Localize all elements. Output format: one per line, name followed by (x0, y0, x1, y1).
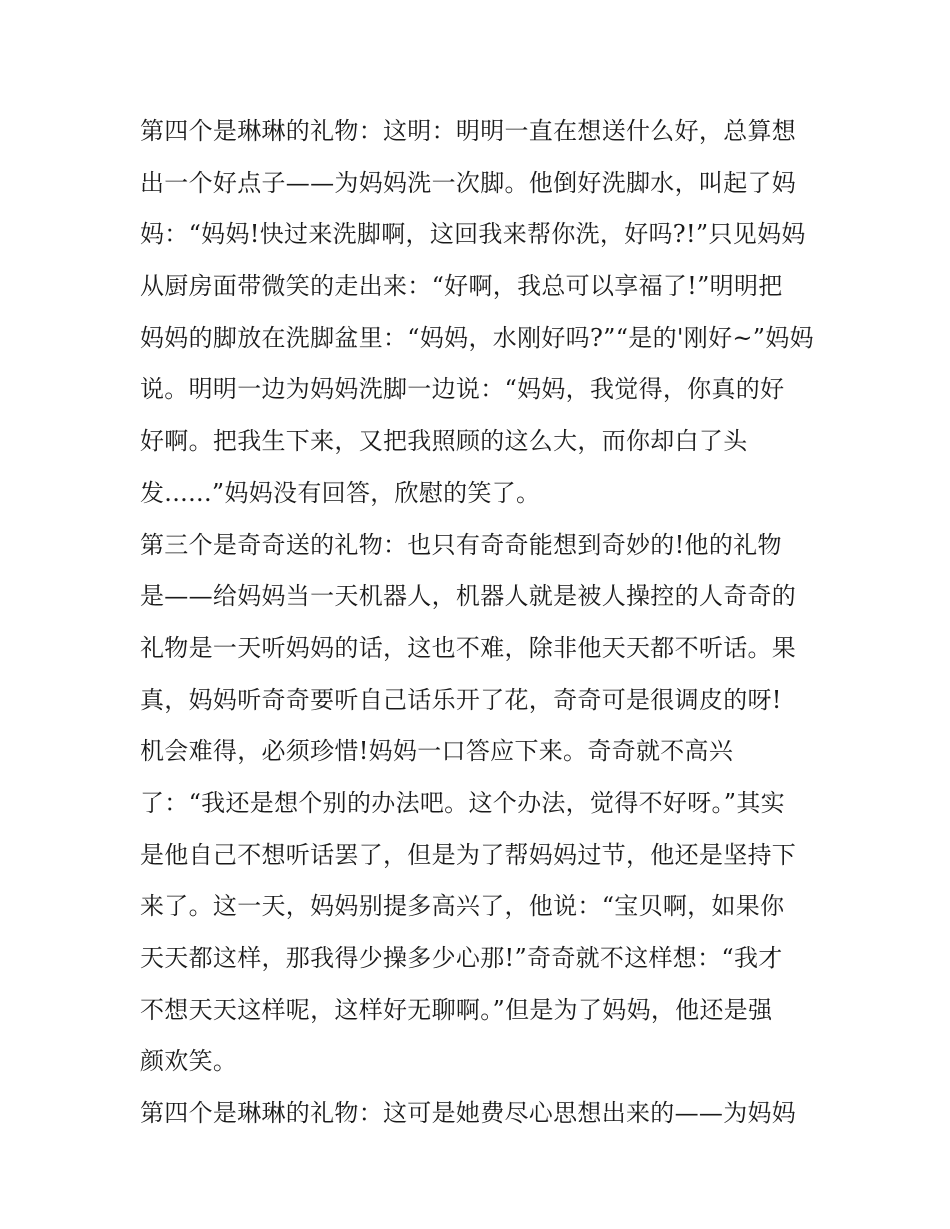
text-line: 说。明明一边为妈妈洗脚一边说：“妈妈，我觉得，你真的好 (140, 375, 785, 404)
text-line: 好啊。把我生下来，又把我照顾的这么大，而你却白了头 (140, 427, 748, 456)
text-line: 是他自己不想听话罢了，但是为了帮妈妈过节，他还是坚持下 (140, 840, 797, 869)
text-line: 出一个好点子——为妈妈洗一次脚。他倒好洗脚水，叫起了妈 (140, 168, 797, 197)
document-page (140, 106, 830, 1140)
text-line: 第四个是琳琳的礼物：这可是她费尽心思想出来的——为妈妈 (140, 1099, 797, 1128)
text-line: 真，妈妈听奇奇要听自己话乐开了花，奇奇可是很调皮的呀! (140, 685, 782, 714)
text-line: 妈妈的脚放在洗脚盆里：“妈妈，水刚好吗?”“是的'刚好~”妈妈 (140, 323, 814, 352)
text-line: 来了。这一天，妈妈别提多高兴了，他说：“宝贝啊，如果你 (140, 892, 785, 921)
text-line: 了：“我还是想个别的办法吧。这个办法，觉得不好呀。”其实 (140, 788, 785, 817)
text-line: 颜欢笑。 (140, 1047, 238, 1076)
text-line: 礼物是一天听妈妈的话，这也不难，除非他天天都不听话。果 (140, 633, 797, 662)
text-line: 第四个是琳琳的礼物：这明：明明一直在想送什么好，总算想 (140, 117, 797, 145)
text-line: 机会难得，必须珍惜!妈妈一口答应下来。奇奇就不高兴 (140, 737, 734, 766)
text-line: 妈：“妈妈!快过来洗脚啊，这回我来帮你洗，好吗?!”只见妈妈 (140, 220, 806, 249)
text-line: 发......”妈妈没有回答，欣慰的笑了。 (140, 478, 541, 507)
text-line: 天天都这样，那我得少操多少心那!”奇奇就不这样想：“我才 (140, 944, 783, 972)
text-line: 第三个是奇奇送的礼物：也只有奇奇能想到奇妙的!他的礼物 (140, 530, 782, 559)
text-line: 从厨房面带微笑的走出来：“好啊，我总可以享福了!”明明把 (140, 272, 783, 301)
text-line: 是——给妈妈当一天机器人，机器人就是被人操控的人奇奇的 (140, 582, 797, 611)
text-line: 不想天天这样呢，这样好无聊啊。”但是为了妈妈，他还是强 (140, 995, 773, 1024)
